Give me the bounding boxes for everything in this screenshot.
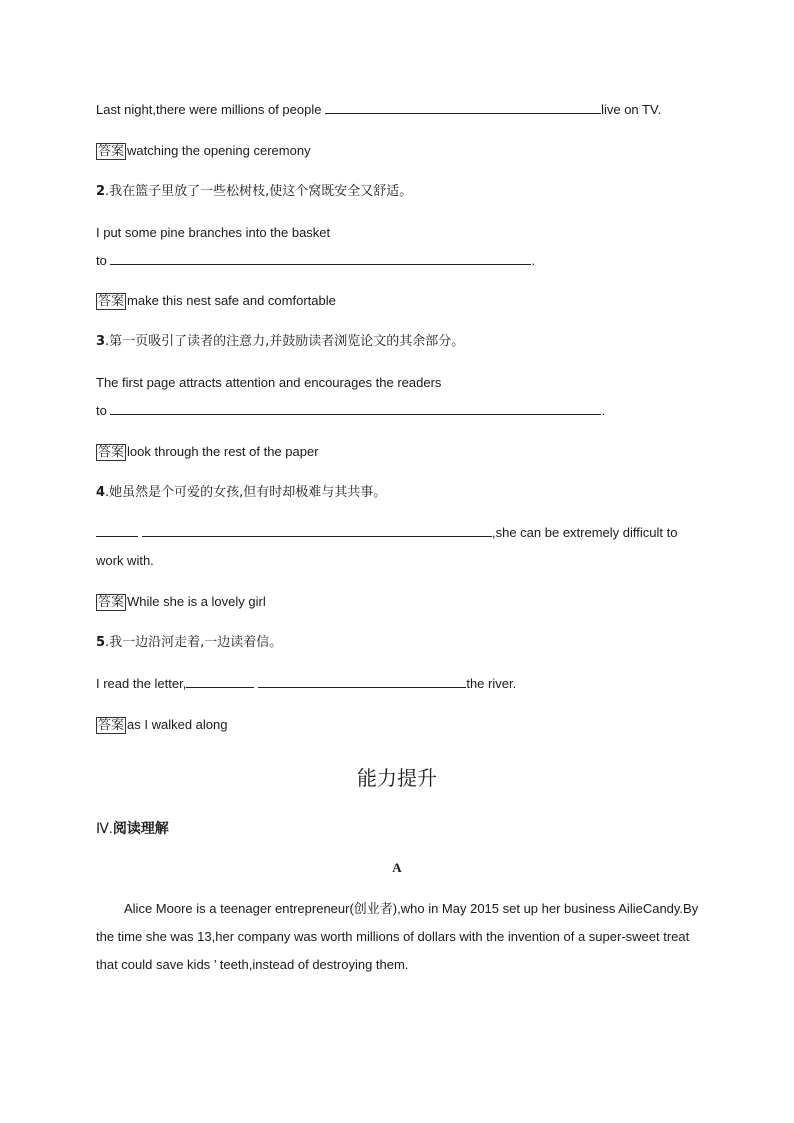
q5-prompt: [96, 634, 282, 652]
q2-answer: [96, 292, 336, 310]
q1-answer: [96, 142, 311, 160]
q1-answer-text: watching the opening ceremony: [127, 143, 311, 158]
q5-text-before: I read the letter,: [96, 676, 187, 691]
q1-sentence: [96, 101, 661, 119]
q1-blank: [325, 101, 601, 114]
q5-sentence: [96, 675, 516, 693]
answer-label: 答案: [98, 445, 125, 460]
q4-number: 4: [96, 485, 106, 500]
q2-number: 2: [96, 184, 106, 199]
answer-label: 答案: [98, 595, 125, 610]
q5-prompt-text: .我一边沿河走着,一边读着信。: [105, 635, 283, 650]
passage-line: that could save kids ’ teeth,instead of destroying them.: [96, 957, 409, 972]
q3-line2-before: to: [96, 403, 111, 418]
q2-sentence-line2: [96, 252, 535, 270]
q5-number: 5: [96, 635, 106, 650]
q3-answer-text: look through the rest of the paper: [127, 444, 319, 459]
q4-sentence-line2: work with.: [96, 553, 154, 568]
q2-line2-after: .: [531, 253, 536, 268]
part-title: 阅读理解: [112, 821, 169, 837]
q5-answer-text: as I walked along: [127, 717, 228, 732]
q2-sentence-line1: I put some pine branches into the basket: [96, 225, 331, 240]
passage-line: the time she was 13,her company was worth millions of dollars with the invention of a super-sweet treat: [96, 929, 690, 944]
q3-sentence-line1: The first page attracts attention and encourages the readers: [96, 375, 442, 390]
q1-text-before: Last night,there were millions of people: [96, 102, 326, 117]
q4-answer-text: While she is a lovely girl: [127, 594, 266, 609]
q3-answer: [96, 443, 319, 461]
q4-prompt: [96, 484, 386, 502]
section-heading: 能力提升: [357, 766, 437, 790]
q5-blank-1: [186, 675, 254, 688]
q4-prompt-text: .她虽然是个可爱的女孩,但有时却极难与其共事。: [105, 485, 387, 500]
q4-line1-after: ,she can be extremely difficult to: [492, 525, 678, 540]
q2-blank: [110, 252, 531, 265]
q1-text-after: live on TV.: [601, 102, 662, 117]
part-numeral: Ⅳ.: [96, 820, 113, 836]
answer-label: 答案: [98, 294, 125, 309]
q3-blank: [110, 402, 601, 415]
q3-line2-after: .: [601, 403, 606, 418]
q3-prompt-text: .第一页吸引了读者的注意力,并鼓励读者浏览论文的其余部分。: [105, 334, 465, 349]
q5-text-after: the river.: [466, 676, 517, 691]
q4-sentence-line1: [96, 524, 677, 542]
answer-label: 答案: [98, 718, 125, 733]
q2-prompt-text: .我在篮子里放了一些松树枝,使这个窝既安全又舒适。: [105, 184, 413, 199]
q4-blank-2: [142, 524, 492, 537]
q5-answer: [96, 716, 227, 734]
q2-line2-before: to: [96, 253, 111, 268]
q4-blank-1: [96, 524, 138, 537]
q2-prompt: [96, 183, 412, 201]
q3-prompt: [96, 333, 464, 351]
passage-line: Alice Moore is a teenager entrepreneur(创业者),who in May 2015 set up her business AilieCandy.By: [124, 901, 699, 916]
q2-answer-text: make this nest safe and comfortable: [127, 293, 336, 308]
passage-label: A: [392, 860, 402, 875]
q3-number: 3: [96, 334, 106, 349]
q5-blank-2: [258, 675, 466, 688]
q4-answer: [96, 593, 266, 611]
part-heading: [96, 819, 169, 838]
q3-sentence-line2: [96, 402, 605, 420]
answer-label: 答案: [98, 144, 125, 159]
